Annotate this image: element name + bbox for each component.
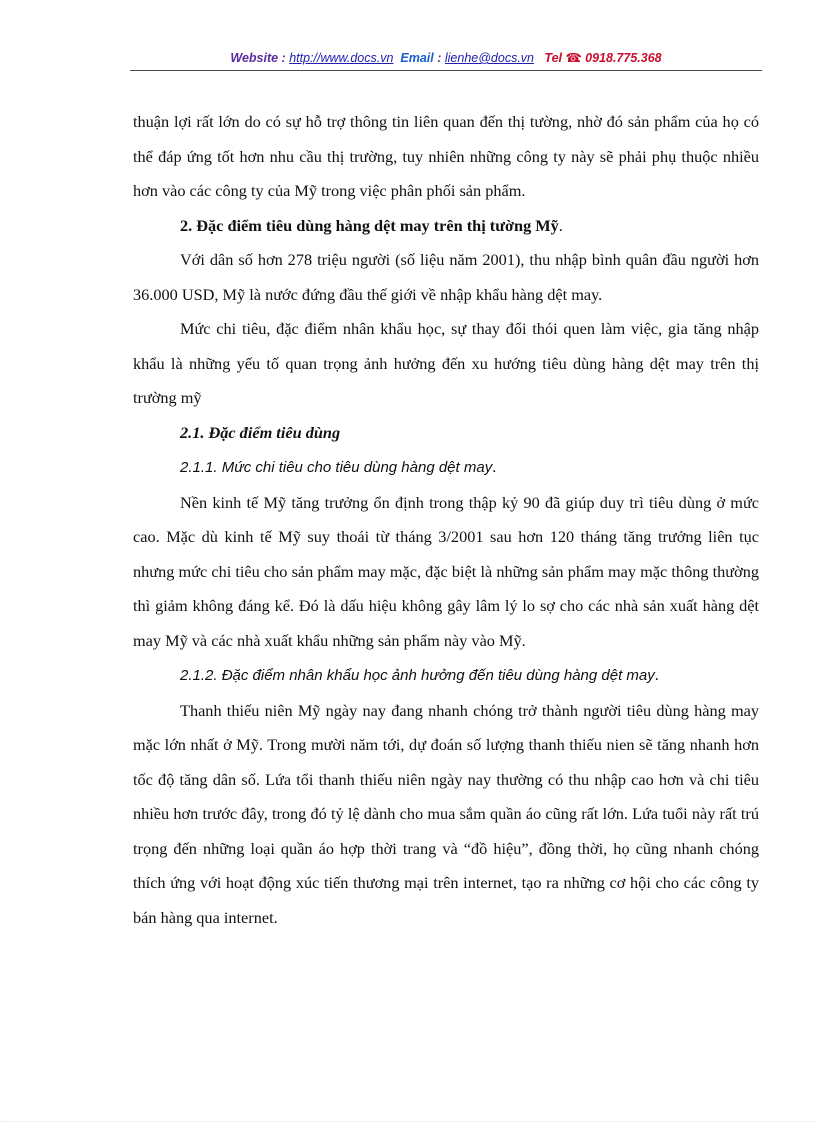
section-heading-2 (133, 209, 759, 244)
paragraph-spending: Nền kinh tế Mỹ tăng trưởng ổn định trong thập kỷ 90 đã giúp duy trì tiêu dùng ở mức cao. Mặc dù kinh tế Mỹ suy thoái từ tháng 3/2001 sau hơn 120 tháng tăng trưởng liên tục nhưng mức chi tiêu cho sản phẩm may mặc, đặc biệt là những sản phẩm may mặc thông thường thì giảm không đáng kể. Đó là dấu hiệu không gây lâm lý lo sợ cho các nhà sản xuất hàng dệt may Mỹ và các nhà xuất khẩu những sản phẩm này vào Mỹ. (133, 492, 759, 650)
page-header (130, 50, 762, 65)
document-body (133, 105, 759, 935)
page-bottom-border (0, 1121, 816, 1122)
section-heading-2-1-1-text: 2.1.1. Mức chi tiêu cho tiêu dùng hàng dệt may (180, 459, 493, 476)
website-link[interactable]: http://www.docs.vn (289, 51, 394, 65)
section-heading-2-1: 2.1. Đặc điểm tiêu dùng (180, 422, 341, 442)
paragraph-demographics: Thanh thiếu niên Mỹ ngày nay đang nhanh chóng trở thành người tiêu dùng hàng may mặc lớn nhất ở Mỹ. Trong mười năm tới, dự đoán số lượng thanh thiếu nien sẽ tăng nhanh hơn tốc độ tăng dân số. Lứa tổi thanh thiếu niên ngày nay thường có thu nhập cao hơn và chi tiêu nhiều hơn trước đây, trong đó tỷ lệ dành cho mua sắm quần áo cũng rất lớn. Lứa tuổi này rất trú trọng đến những loại quần áo hợp thời trang và “đồ hiệu”, đồng thời, họ cũng nhanh chóng thích ứng với hoạt động xúc tiến thương mại trên internet, tạo ra những cơ hội cho các công ty bán hàng qua internet. (133, 700, 759, 927)
email-separator: : (433, 51, 442, 65)
tel-number: : 0918.775.368 (577, 51, 662, 65)
section-heading-2-1-1-period: . (492, 457, 497, 476)
email-link[interactable]: lienhe@docs.vn (444, 51, 534, 65)
section-heading-2-1-2-text: 2.1.2. Đặc điểm nhân khẩu học ảnh hưởng đến tiêu dùng hàng dệt may (180, 667, 655, 684)
website-label: Website : (230, 51, 286, 65)
paragraph-intro: thuận lợi rất lớn do có sự hỗ trợ thông tin liên quan đến thị tường, nhờ đó sản phẩm của họ có thể đáp ứng tốt hơn nhu cầu thị trường, tuy nhiên những công ty này sẽ phải phụ thuộc nhiều hơn vào các công ty của Mỹ trong việc phân phối sản phẩm. (133, 112, 759, 200)
section-heading-2-text: 2. Đặc điểm tiêu dùng hàng dệt may trên thị tường Mỹ (180, 215, 559, 235)
section-heading-2-1-2-period: . (654, 665, 659, 684)
section-heading-2-period: . (558, 215, 563, 235)
tel-label: Tel (544, 51, 563, 65)
header-rule (130, 70, 762, 71)
phone-icon: ☎ (565, 51, 582, 65)
section-heading-2-1-2 (133, 658, 759, 694)
paragraph-factors: Mức chi tiêu, đặc điểm nhân khẩu học, sự thay đổi thói quen làm việc, gia tăng nhập khẩu là những yếu tố quan trọng ảnh hưởng đến xu hướng tiêu dùng hàng dệt may trên thị trường mỹ (133, 319, 759, 407)
paragraph-population: Với dân số hơn 278 triệu người (số liệu năm 2001), thu nhập bình quân đầu người hơn 36.000 USD, Mỹ là nước đứng đầu thế giới về nhập khẩu hàng dệt may. (133, 250, 759, 304)
email-label: Email (400, 51, 434, 65)
section-heading-2-1-1 (133, 450, 759, 486)
